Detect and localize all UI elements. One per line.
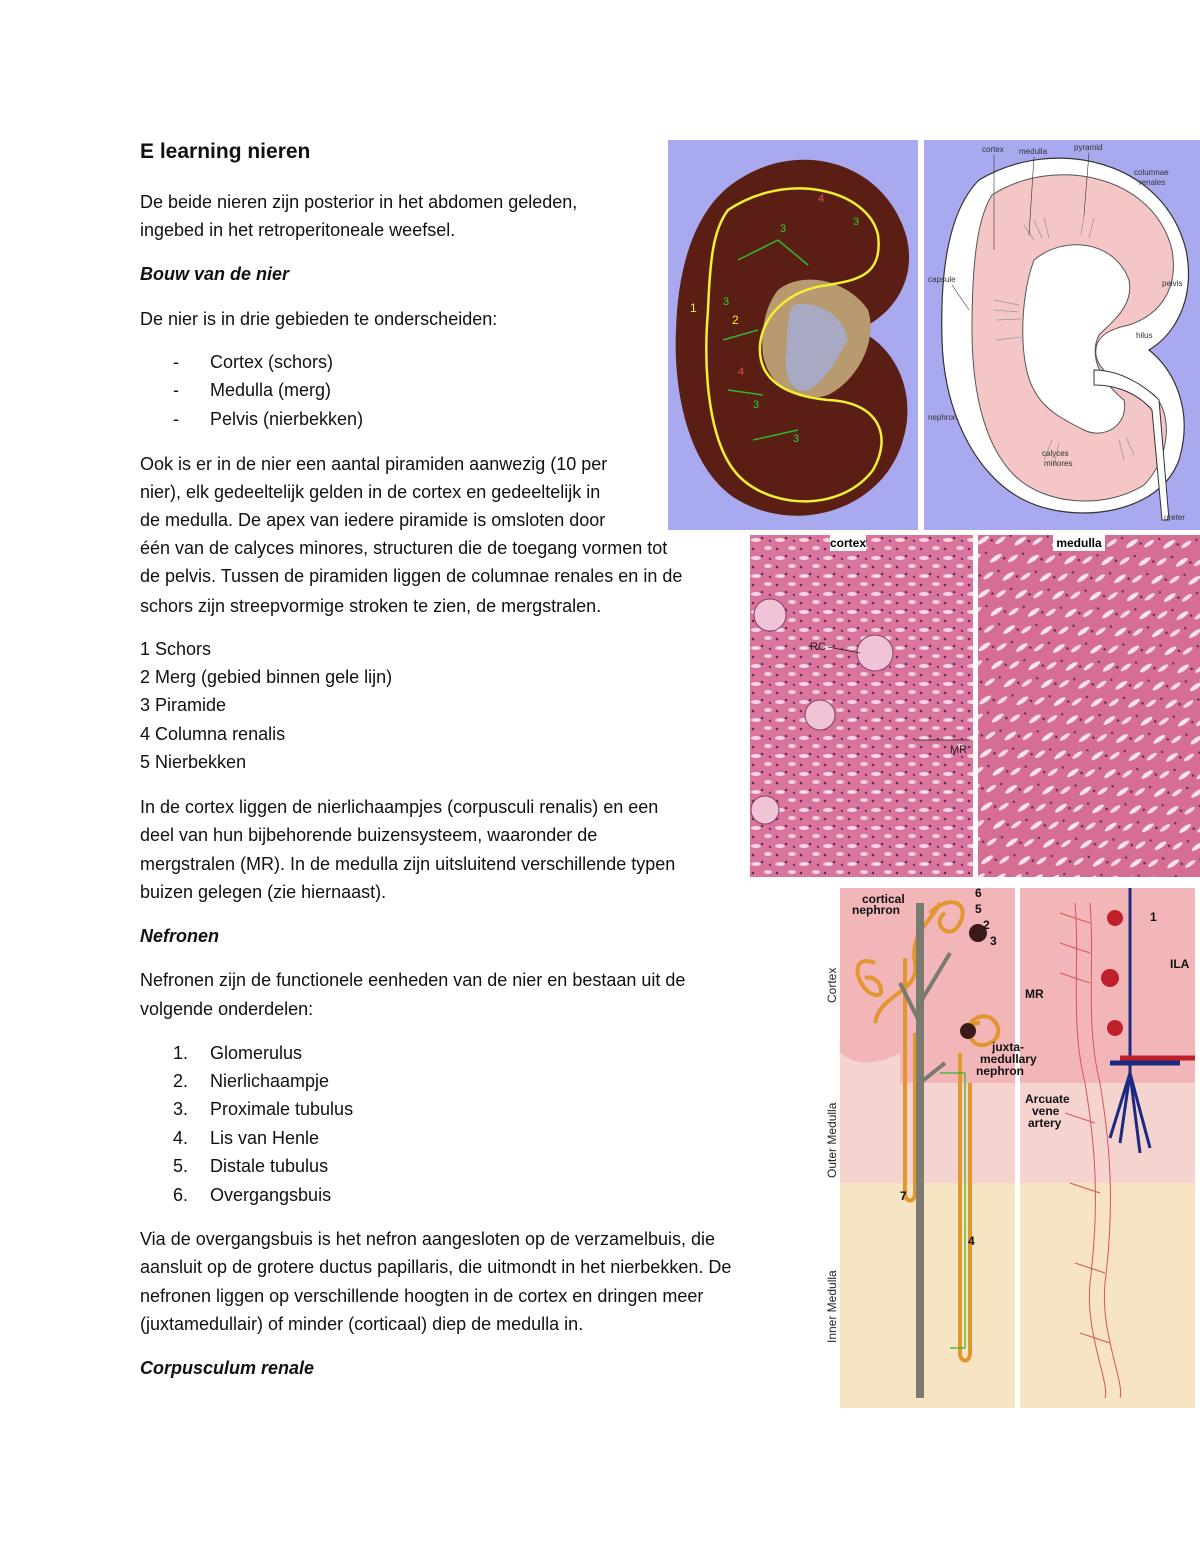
photo-number: 3 <box>853 216 860 228</box>
panel-divider <box>973 535 978 877</box>
list-item: Nierlichaampje <box>210 1071 330 1091</box>
juxta-label-1: juxta- <box>992 1040 1025 1054</box>
section-heading-corpusculum: Corpusculum renale <box>140 1358 315 1378</box>
number-5: 5 <box>975 902 982 916</box>
label-columnae: columnae <box>1134 168 1169 177</box>
photo-number: 3 <box>723 296 730 308</box>
zone-inner-medulla-left <box>840 1183 1015 1408</box>
legend-item <box>140 663 392 691</box>
list-bullet: - <box>173 352 179 372</box>
legend-item <box>140 691 226 719</box>
list-item: Distale tubulus <box>210 1156 329 1176</box>
legend-text: Schors <box>155 639 212 659</box>
mr-label: MR <box>950 744 968 756</box>
photo-number: 4 <box>818 193 825 205</box>
zone-outer-medulla-left <box>840 1083 1015 1183</box>
legend-text: Nierbekken <box>155 752 247 772</box>
paragraph-line: schors zijn streepvormige stroken te zien, de mergstralen. <box>140 596 602 616</box>
artery-label: artery <box>1028 1116 1062 1130</box>
paragraph-line: volgende onderdelen: <box>140 999 314 1019</box>
label-pyramid: pyramid <box>1074 143 1103 152</box>
number-1: 1 <box>1150 910 1157 924</box>
number-6: 6 <box>975 886 982 900</box>
paragraph-line: Via de overgangsbuis is het nefron aangesloten op de verzamelbuis, die <box>140 1229 716 1249</box>
ila-label: ILA <box>1170 957 1190 971</box>
cortex-label: cortex <box>829 536 867 550</box>
label-renales: renales <box>1139 178 1166 187</box>
paragraph-line: één van de calyces minores, structuren die de toegang vormen tot <box>140 538 668 558</box>
legend-text: Merg (gebied binnen gele lijn) <box>155 667 393 687</box>
paragraph-line: deel van hun bijbehorende buizensysteem, waaronder de <box>140 825 598 845</box>
legend-text: Piramide <box>155 695 227 715</box>
label-cortex: cortex <box>982 145 1004 154</box>
cortex-tissue <box>750 535 975 877</box>
vene-label: vene <box>1032 1104 1060 1118</box>
zone-inner-medulla-right <box>1020 1183 1195 1408</box>
list-item: Overgangsbuis <box>210 1185 332 1205</box>
list-number: 6. <box>173 1185 189 1205</box>
list-item: Cortex (schors) <box>210 352 334 372</box>
list-item: Lis van Henle <box>210 1128 320 1148</box>
medulla-tissue <box>978 535 1200 877</box>
list-number: 1. <box>173 1043 189 1063</box>
legend-number: 3 <box>140 695 151 715</box>
number-3: 3 <box>990 934 997 948</box>
list-item: Proximale tubulus <box>210 1099 354 1119</box>
legend-item <box>140 720 285 748</box>
list-number: 5. <box>173 1156 189 1176</box>
legend-number: 4 <box>140 724 151 744</box>
juxta-label-3: nephron <box>976 1064 1024 1078</box>
zone-label-inner-medulla: Inner Medulla <box>825 1270 839 1343</box>
legend-number: 5 <box>140 752 151 772</box>
renal-corpuscle <box>751 796 779 824</box>
label-nephron: nephron <box>928 413 958 422</box>
histology-figure <box>750 535 1200 877</box>
paragraph-line: mergstralen (MR). In de medulla zijn uitsluitend verschillende typen <box>140 854 676 874</box>
legend-text: Columna renalis <box>155 724 286 744</box>
section-lead-bouw: De nier is in drie gebieden te onderscheiden: <box>140 309 498 329</box>
list-number: 4. <box>173 1128 189 1148</box>
photo-number: 3 <box>753 399 760 411</box>
label-minores: minores <box>1044 459 1073 468</box>
legend-number: 1 <box>140 639 151 659</box>
number-7: 7 <box>900 1189 907 1203</box>
paragraph-line: In de cortex liggen de nierlichaampjes (corpusculi renalis) en een <box>140 797 659 817</box>
juxta-label-2: medullary <box>980 1052 1037 1066</box>
nephron-diagram-figure <box>820 883 1200 1413</box>
label-pelvis: pelvis <box>1162 279 1183 288</box>
paragraph-line: Nefronen zijn de functionele eenheden van de nier en bestaan uit de <box>140 970 686 990</box>
paragraph-line: nefronen liggen op verschillende hoogten in de cortex en dringen meer <box>140 1286 704 1306</box>
list-number: 2. <box>173 1071 189 1091</box>
paragraph-line: de pelvis. Tussen de piramiden liggen de columnae renales en in de <box>140 566 683 586</box>
list-item: Glomerulus <box>210 1043 303 1063</box>
list-bullet: - <box>173 380 179 400</box>
label-capsule: capsule <box>928 275 956 284</box>
arcuate-label: Arcuate <box>1025 1092 1070 1106</box>
panel-divider <box>1015 883 1020 1413</box>
renal-corpuscle <box>754 599 786 631</box>
renal-corpuscle <box>857 635 893 671</box>
photo-number: 3 <box>780 223 787 235</box>
renal-corpuscle <box>805 700 835 730</box>
paragraph-line: Ook is er in de nier een aantal piramiden aanwezig (10 per <box>140 454 608 474</box>
section-heading-nefronen: Nefronen <box>140 926 220 946</box>
legend-item <box>140 748 246 776</box>
section-heading-bouw: Bouw van de nier <box>140 264 290 284</box>
kidney-drawing-figure <box>924 140 1200 530</box>
zone-label-outer-medulla: Outer Medulla <box>825 1102 839 1178</box>
intro-line-2: ingebed in het retroperitoneale weefsel. <box>140 220 456 240</box>
paragraph-line: (juxtamedullair) of minder (corticaal) diep de medulla in. <box>140 1314 584 1334</box>
medulla-label: medulla <box>1056 536 1102 550</box>
number-2: 2 <box>983 918 990 932</box>
photo-number: 1 <box>690 301 697 315</box>
paragraph-line: de medulla. De apex van iedere piramide is omsloten door <box>140 510 606 530</box>
mr-label-diagram: MR <box>1025 987 1044 1001</box>
label-medulla: medulla <box>1019 147 1048 156</box>
photo-number: 2 <box>732 313 739 327</box>
list-item: Pelvis (nierbekken) <box>210 409 364 429</box>
intro-line-1: De beide nieren zijn posterior in het abdomen geleden, <box>140 192 578 212</box>
number-4: 4 <box>968 1234 975 1248</box>
legend-number: 2 <box>140 667 151 687</box>
kidney-photo-figure <box>668 140 918 530</box>
paragraph-line: buizen gelegen (zie hiernaast). <box>140 882 387 902</box>
photo-number: 3 <box>793 433 800 445</box>
glomerulus <box>960 1023 976 1039</box>
list-item: Medulla (merg) <box>210 380 332 400</box>
label-calyces: calyces <box>1042 449 1069 458</box>
paragraph-line: nier), elk gedeeltelijk gelden in de cortex en gedeeltelijk in <box>140 482 601 502</box>
paragraph-line: aansluit op de grotere ductus papillaris, die uitmondt in het nierbekken. De <box>140 1257 732 1277</box>
list-bullet: - <box>173 409 179 429</box>
zone-label-cortex: Cortex <box>825 967 839 1003</box>
photo-number: 4 <box>738 366 745 378</box>
cortical-nephron-label-1: cortical <box>862 892 905 906</box>
label-hilus: hilus <box>1136 331 1153 340</box>
legend-item <box>140 635 211 663</box>
label-ureter: ureter <box>1164 513 1185 522</box>
rc-label: RC <box>810 641 826 653</box>
cortical-nephron-label-2: nephron <box>852 903 900 917</box>
page-title: E learning nieren <box>140 140 311 163</box>
list-number: 3. <box>173 1099 189 1119</box>
